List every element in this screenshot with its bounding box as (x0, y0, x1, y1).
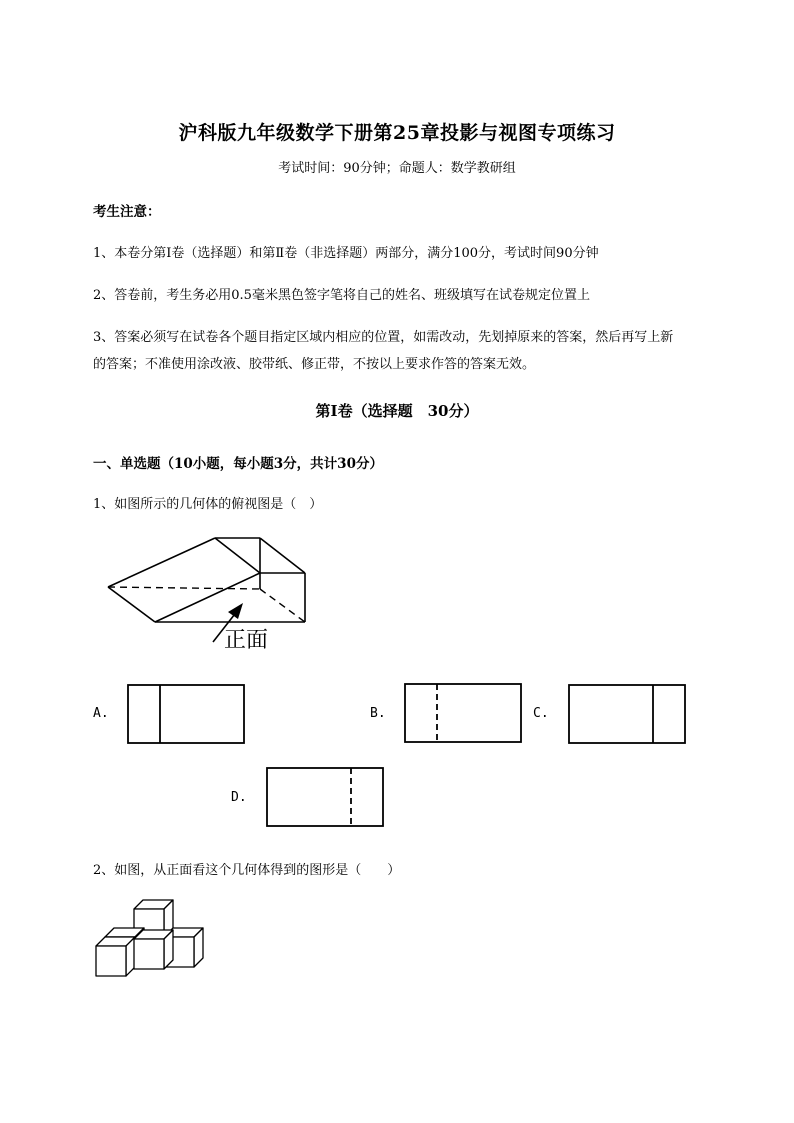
option-a-label[interactable]: A. (93, 706, 109, 721)
question-2-text: 2、如图，从正面看这个几何体得到的图形是（ ） (93, 863, 401, 878)
option-d-figure[interactable] (266, 767, 384, 827)
option-c-label[interactable]: C. (533, 706, 549, 721)
section-title: 第I卷（选择题 30分） (315, 402, 479, 420)
option-c-figure[interactable] (568, 684, 686, 744)
question-2-cubes-figure (92, 898, 207, 980)
notice-item-2: 2、答卷前，考生务必用0.5毫米黑色签字笔将自己的姓名、班级填写在试卷规定位置上 (93, 288, 590, 303)
option-a-figure[interactable] (127, 684, 245, 744)
notice-item-1: 1、本卷分第I卷（选择题）和第Ⅱ卷（非选择题）两部分，满分100分，考试时间90分钟 (93, 246, 599, 261)
front-view-label: 正面 (224, 628, 269, 653)
cube (134, 930, 173, 969)
exam-info: 考试时间：90分钟；命题人：数学教研组 (278, 161, 516, 176)
notice-item-3-line-1: 3、答案必须写在试卷各个题目指定区域内相应的位置，如需改动，先划掉原来的答案，然后再写上新 (93, 330, 674, 345)
option-d-label[interactable]: D. (231, 790, 247, 805)
cube (96, 937, 135, 976)
question-1-text: 1、如图所示的几何体的俯视图是（ ） (93, 497, 323, 512)
page-title: 沪科版九年级数学下册第25章投影与视图专项练习 (178, 122, 616, 144)
option-b-figure[interactable] (404, 683, 522, 743)
question-1-prism-figure (100, 530, 320, 655)
part-heading: 一、单选题（10小题，每小题3分，共计30分） (93, 456, 383, 472)
option-b-label[interactable]: B. (370, 706, 386, 721)
notice-item-3-line-2: 的答案；不准使用涂改液、胶带纸、修正带，不按以上要求作答的答案无效。 (93, 357, 536, 372)
notice-heading: 考生注意： (93, 204, 161, 220)
